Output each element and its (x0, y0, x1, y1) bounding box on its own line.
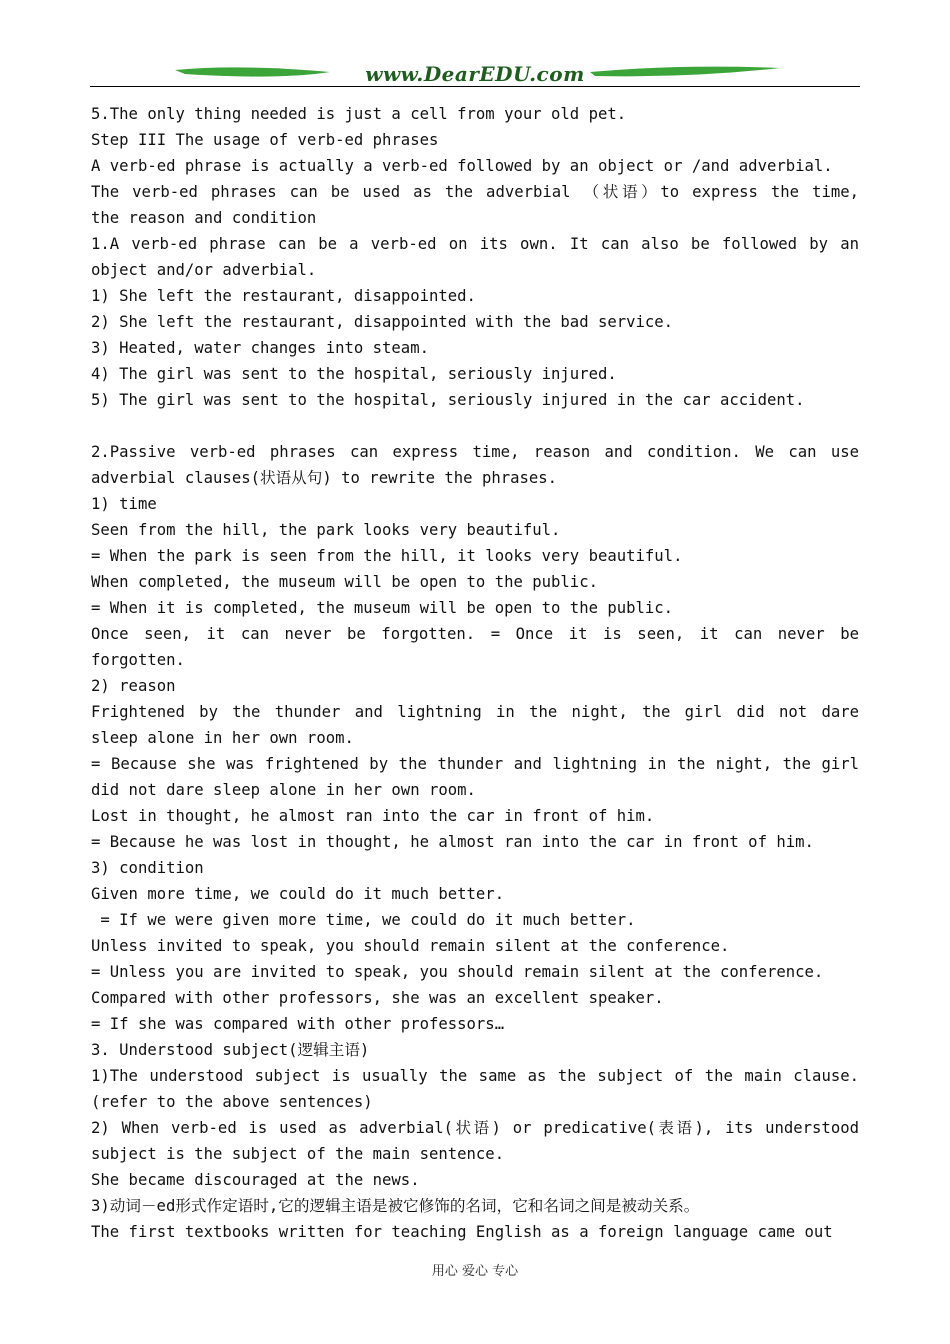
text-line: 1)The understood subject is usually the same as the subject of the main clause. (91, 1067, 859, 1085)
document-body (91, 101, 859, 1245)
text-line: Step III The usage of verb-ed phrases (91, 131, 439, 149)
text-line: sleep alone in her own room. (91, 729, 354, 747)
site-brand-logo[interactable]: www.DearEDU.com (365, 62, 585, 86)
header-divider (90, 86, 860, 87)
page-footer: 用心 爱心 专心 (431, 1264, 519, 1279)
text-line: Unless invited to speak, you should remain silent at the conference. (91, 937, 730, 955)
text-line: Frightened by the thunder and lightning in the night, the girl did not dare (91, 703, 859, 721)
text-line: A verb-ed phrase is actually a verb-ed followed by an object or /and adverbial. (91, 157, 833, 175)
text-line: 2) She left the restaurant, disappointed with the bad service. (91, 313, 674, 331)
text-line: The first textbooks written for teaching English as a foreign language came out (91, 1223, 833, 1241)
text-line: the reason and condition (91, 209, 317, 227)
text-line: did not dare sleep alone in her own room. (91, 781, 476, 799)
text-line: 3) condition (91, 859, 204, 877)
text-line: 1) She left the restaurant, disappointed. (91, 287, 476, 305)
text-line: 2) When verb-ed is used as adverbial(状语) or predicative(表语), its understood (91, 1119, 859, 1137)
blank-line (91, 413, 859, 439)
text-line: 2) reason (91, 677, 176, 695)
text-line: = When it is completed, the museum will be open to the public. (91, 599, 674, 617)
text-line: 4) The girl was sent to the hospital, seriously injured. (91, 365, 617, 383)
text-line: object and/or adverbial. (91, 261, 317, 279)
text-line: When completed, the museum will be open to the public. (91, 573, 598, 591)
text-line: adverbial clauses(状语从句) to rewrite the phrases. (91, 469, 558, 487)
text-line: She became discouraged at the news. (91, 1171, 420, 1189)
text-line: = If we were given more time, we could do it much better. (91, 911, 636, 929)
text-line: Lost in thought, he almost ran into the car in front of him. (91, 807, 655, 825)
text-line: = Unless you are invited to speak, you should remain silent at the conference. (91, 963, 824, 981)
text-line: = If she was compared with other professors… (91, 1015, 505, 1033)
text-line: 5) The girl was sent to the hospital, seriously injured in the car accident. (91, 391, 805, 409)
text-line: 1.A verb-ed phrase can be a verb-ed on its own. It can also be followed by an (91, 235, 859, 253)
text-line: 2.Passive verb-ed phrases can express time, reason and condition. We can use (91, 443, 859, 461)
page-header (90, 60, 860, 90)
text-line: subject is the subject of the main sentence. (91, 1145, 505, 1163)
text-line: Once seen, it can never be forgotten. = Once it is seen, it can never be (91, 625, 859, 643)
text-line: Given more time, we could do it much better. (91, 885, 505, 903)
text-line: 3) Heated, water changes into steam. (91, 339, 429, 357)
text-line: 5.The only thing needed is just a cell from your old pet. (91, 105, 627, 123)
text-line: (refer to the above sentences) (91, 1093, 373, 1111)
text-line: Seen from the hill, the park looks very beautiful. (91, 521, 561, 539)
text-line: forgotten. (91, 651, 185, 669)
text-line: = Because he was lost in thought, he almost ran into the car in front of him. (91, 833, 814, 851)
text-line: 3. Understood subject(逻辑主语) (91, 1041, 370, 1059)
text-line: 1) time (91, 495, 157, 513)
text-line: Compared with other professors, she was an excellent speaker. (91, 989, 664, 1007)
text-line: The verb-ed phrases can be used as the adverbial （状语）to express the time, (91, 183, 859, 201)
text-line: = When the park is seen from the hill, it looks very beautiful. (91, 547, 683, 565)
text-line: = Because she was frightened by the thunder and lightning in the night, the girl (91, 755, 859, 773)
text-line: 3)动词－ed形式作定语时,它的逻辑主语是被它修饰的名词，它和名词之间是被动关系。 (91, 1197, 700, 1215)
